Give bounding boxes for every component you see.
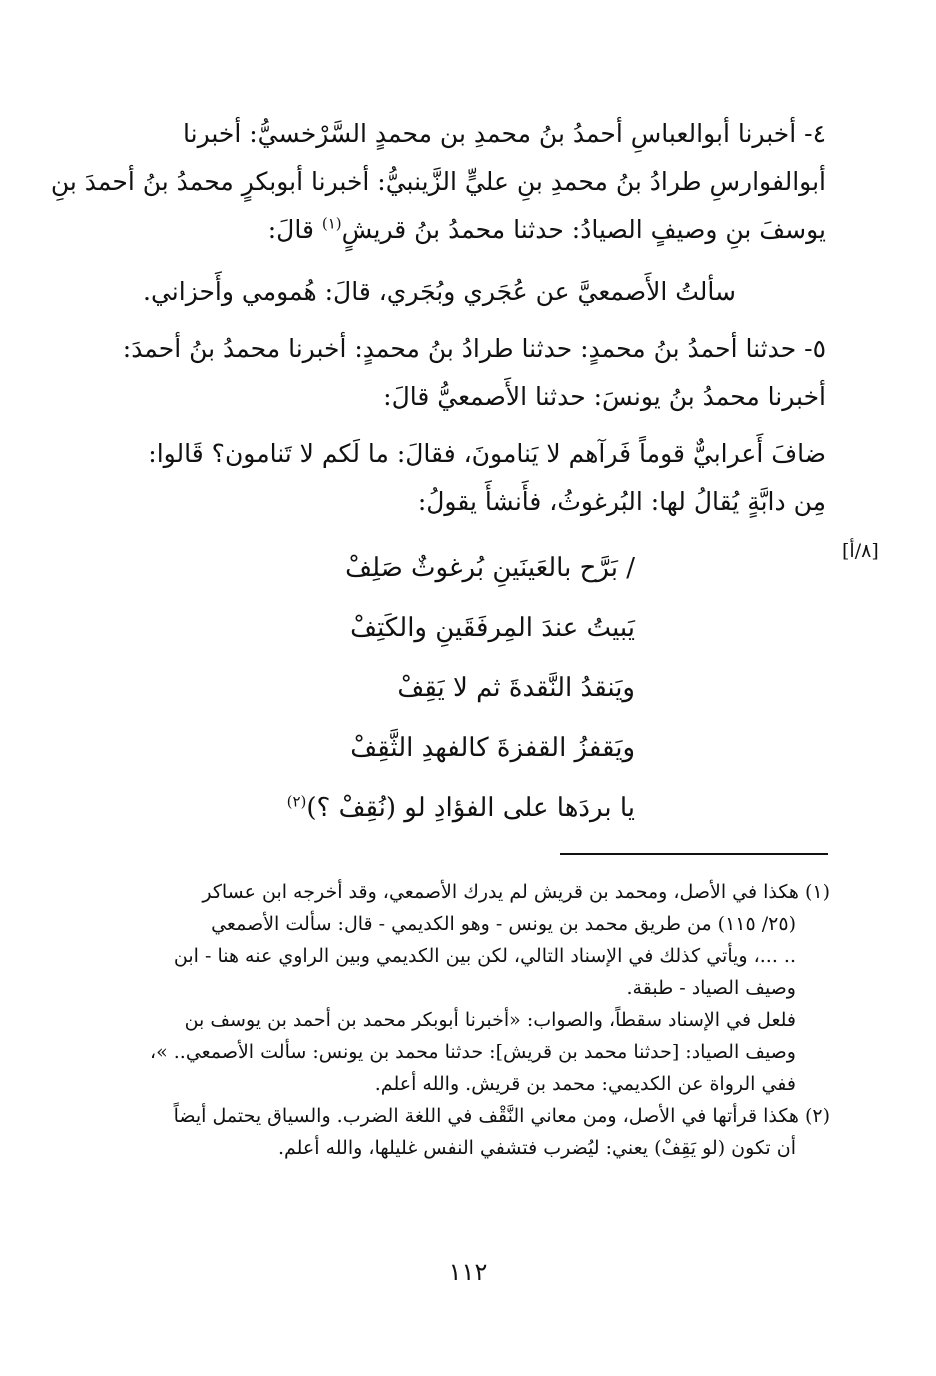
text-segment: يوسفَ بنِ وصيفٍ الصيادُ: حدثنا محمدُ بنُ قريشٍ xyxy=(341,215,826,244)
quote-5 xyxy=(108,430,826,526)
footnotes xyxy=(108,876,830,1164)
verse-line: يَبيتُ عندَ المِرفَقَينِ والكَتِفْ xyxy=(350,613,635,643)
verse-line xyxy=(286,778,635,838)
verse-text: يا بردَها على الفؤادِ لو (نُقِفْ ؟) xyxy=(306,793,635,823)
verse-line: / بَرَّح بالعَينَينِ بُرغوثٌ صَلِفْ xyxy=(345,553,635,583)
footnote-divider xyxy=(560,853,828,855)
footnote-marker-1[interactable]: (١) xyxy=(321,214,342,233)
footnote-line: أن تكون (لو يَقِفْ) يعني: ليُضرب فتشفي النفس غليلها، والله أعلم. xyxy=(277,1137,796,1159)
text-line xyxy=(108,206,826,254)
text-line: مِن دابَّةٍ يُقالُ لها: البُرغوثُ، فأَنشأَ يقولُ: xyxy=(417,487,826,516)
text-line xyxy=(108,268,778,316)
text-line: أبوالفوارسِ طرادُ بنُ محمدِ بنِ عليٍّ الزَّينبيُّ: أخبرنا أبوبكرٍ محمدُ بنُ أحمدَ بنِ xyxy=(50,167,826,196)
footnote-number: (١) xyxy=(804,881,830,903)
verse-block xyxy=(286,538,635,838)
margin-reference: [٨/أ] xyxy=(842,540,879,562)
verse-line: ويَقفزُ القفزةَ كالفهدِ الثَّقِفْ xyxy=(350,733,635,763)
footnote-marker-2[interactable]: (٢) xyxy=(286,792,307,811)
footnote-number: (٢) xyxy=(804,1105,830,1127)
footnote-line: وصيف الصياد - طبقة. xyxy=(626,977,796,999)
verse-line: ويَنقدُ النَّقدةَ ثم لا يَقِفْ xyxy=(397,673,635,703)
footnote-text: هكذا في الأصل، ومحمد بن قريش لم يدرك الأصمعي، وقد أخرجه ابن عساكر xyxy=(202,881,799,903)
footnote-line xyxy=(108,876,830,908)
footnote-1 xyxy=(108,876,830,1100)
text-segment: قالَ: xyxy=(267,215,314,244)
text-line: أخبرنا محمدُ بنُ يونسَ: حدثنا الأَصمعيُّ قالَ: xyxy=(383,382,826,411)
footnote-line: فلعل في الإسناد سقطاً، والصواب: «أخبرنا أبوبكر محمد بن أحمد بن يوسف بن xyxy=(184,1009,796,1031)
quote-text: سألتُ الأَصمعيَّ عن عُجَري وبُجَري، قالَ: هُمومي وأَحزاني. xyxy=(143,277,736,306)
footnote-line: وصيف الصياد: [حدثنا محمد بن قريش]: حدثنا محمد بن يونس: سألت الأصمعي.. »، xyxy=(149,1041,796,1063)
footnote-text: هكذا قرأتها في الأصل، ومن معاني النَّقْف في اللغة الضرب. والسياق يحتمل أيضاً xyxy=(173,1105,799,1127)
text-line: ضافَ أَعرابيٌّ قوماً فَرآهم لا يَنامونَ، فقالَ: ما لَكم لا تَنامون؟ قَالوا: xyxy=(148,439,826,468)
footnote-2 xyxy=(108,1100,830,1164)
text-line: ٤- أخبرنا أبوالعباسِ أحمدُ بنُ محمدِ بن محمدٍ السَّرْخسيُّ: أخبرنا xyxy=(183,119,826,148)
footnote-line xyxy=(108,1100,830,1132)
quote-4 xyxy=(108,268,778,316)
footnote-line: ففي الرواة عن الكديمي: محمد بن قريش. والله أعلم. xyxy=(374,1073,796,1095)
footnote-line: (٢٥/ ١١٥) من طريق محمد بن يونس - وهو الكديمي - قال: سألت الأصمعي xyxy=(211,913,796,935)
page-number: ١١٢ xyxy=(448,1258,488,1286)
paragraph-4 xyxy=(50,110,826,254)
footnote-line: .. ...، ويأتي كذلك في الإسناد التالي، لكن بين الكديمي وبين الراوي عنه هنا - ابن xyxy=(173,945,796,967)
paragraph-5 xyxy=(108,325,826,421)
text-line: ٥- حدثنا أحمدُ بنُ محمدٍ: حدثنا طرادُ بنُ محمدٍ: أخبرنا محمدُ بنُ أحمدَ: xyxy=(122,334,826,363)
